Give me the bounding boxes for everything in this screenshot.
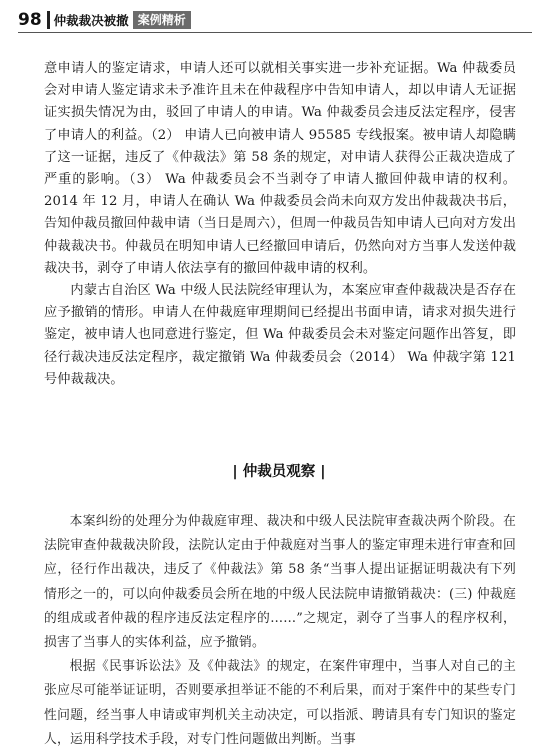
running-header xyxy=(18,10,191,30)
section-tag: 案例精析 xyxy=(133,11,191,29)
arbitrator-observation xyxy=(44,510,516,752)
case-body xyxy=(44,58,516,391)
page-number: 98 xyxy=(18,10,42,30)
section-heading: | 仲裁员观察 | xyxy=(232,464,326,480)
observation-paragraph: 本案纠纷的处理分为仲裁庭审理、裁决和中级人民法院审查裁决两个阶段。在法院审查仲裁裁决阶段，法院认定由于仲裁庭对当事人的鉴定审理未进行审查和回应，径行作出裁决，违反了《仲裁法》第 58 条“当事人提出证据证明裁决有下列情形之一的，可以向仲裁委员会所在地的中级人民法院申请撤销裁决：(三) 仲裁庭的组成或者仲裁的程序违反法定程序的……”之规定，剥夺了当事人的程序权利，损害了当事人的实体利益，应予撤销。 xyxy=(44,514,516,651)
book-title: 仲裁裁决被撤 xyxy=(53,13,129,28)
header-rule xyxy=(18,32,532,33)
court-ruling-paragraph: 内蒙古自治区 Wa 中级人民法院经审理认为，本案应审查仲裁裁决是否存在应予撤销的情形。申请人在仲裁庭审理期间已经提出书面申请，请求对损失进行鉴定，被申请人也同意进行鉴定，但 Wa 仲裁委员会未对鉴定问题作出答复，即径行裁决违反法定程序，裁定撤销 Wa 仲裁委员会（2014） Wa 仲裁字第 121 号仲裁裁决。 xyxy=(44,283,516,387)
observation-paragraph: 根据《民事诉讼法》及《仲裁法》的规定，在案件审理中，当事人对自己的主张应尽可能举证证明，否则要承担举证不能的不利后果，而对于案件中的某些专门性问题，经当事人申请或审判机关主动决定，可以指派、聘请具有专门知识的鉴定人，运用科学技术手段，对专门性问题做出判断。当事 xyxy=(44,659,516,747)
continuation-paragraph: 意申请人的鉴定请求，申请人还可以就相关事实进一步补充证据。Wa 仲裁委员会对申请人鉴定请求未予准许且未在仲裁程序中告知申请人，却以申请人无证据证实损失情况为由，驳回了申请人的申请。Wa 仲裁委员会违反法定程序，侵害了申请人的利益。（2） 申请人已向被申请人 95585 专线报案。被申请人却隐瞒了这一证据，违反了《仲裁法》第 58 条的规定，对申请人获得公正裁决造成了严重的影响。（3） Wa 仲裁委员会不当剥夺了申请人撤回仲裁申请的权利。2014 年 12 月，申请人在确认 Wa 仲裁委员会尚未向双方发出仲裁裁决书后，告知仲裁员撤回仲裁申请（当日是周六），但周一仲裁员告知申请人已向对方发出仲裁裁决书。仲裁员在明知申请人已经撤回申请后，仍然向对方当事人发送仲裁裁决书，剥夺了申请人依法享有的撤回仲裁申请的权利。 xyxy=(44,61,516,276)
header-divider-bar xyxy=(47,11,50,29)
